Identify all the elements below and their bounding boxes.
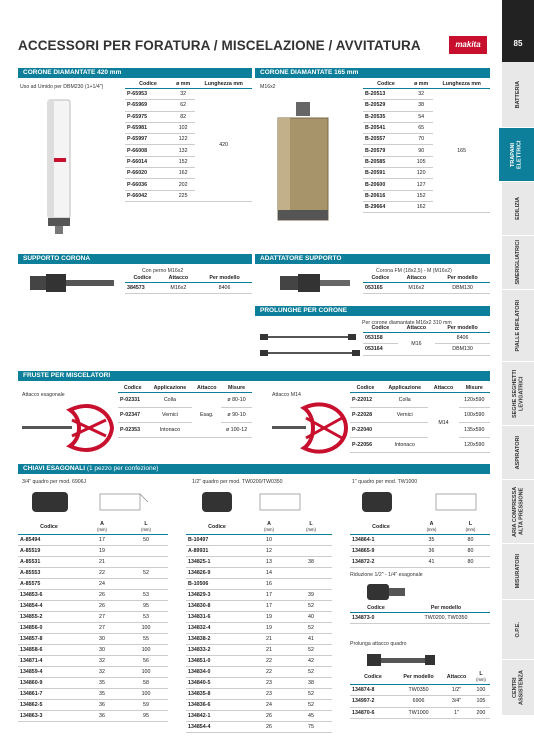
- sidebar-tab-5: SEGHE SEGHETTI LEVIGATRICI: [502, 362, 534, 426]
- core-bit-long-image: [38, 98, 82, 236]
- section-title-supporto: SUPPORTO CORONA: [18, 254, 252, 264]
- table-row: 134832-4 19 52: [186, 623, 332, 634]
- extension-bar-image: [365, 650, 465, 670]
- table-row: 134855-2 27 53: [18, 612, 168, 623]
- table-row: P-22012 Colla M14 120x590: [350, 393, 490, 408]
- table-row: 134833-2 21 52: [186, 645, 332, 656]
- table-row: P-66020 162: [125, 168, 252, 179]
- supporto-note: Con perno M16x2: [142, 268, 184, 274]
- table-row: B-10506 16: [186, 579, 332, 590]
- prolunga-table: Codice Per modello Attacco L (mm) 134874-8 TW0350 1/2" 100 134997-2 6906 3/4" 105 134870-6 TW1000 1" 200: [350, 670, 490, 719]
- table-row: P-65997 122: [125, 134, 252, 145]
- section-title-chiavi: CHIAVI ESAGONALI (1 pezzo per confezione): [18, 464, 490, 474]
- sidebar-tab-0: BATTERIA: [502, 62, 534, 128]
- fruste-note-right: Attacco M14: [272, 392, 301, 398]
- table-row: 134874-8 TW0350 1/2" 100: [350, 685, 490, 696]
- table-row: 134864-1 35 80: [350, 535, 490, 546]
- table-row: B-20616 152: [363, 190, 490, 201]
- sidebar-tab-8: MISURATORI: [502, 544, 534, 600]
- mixing-paddle-m14-image: [270, 400, 350, 456]
- table-row: A-85519 19: [18, 546, 168, 557]
- sidebar-tab-7: ARIA COMPRESSA ALTA PRESSIONE: [502, 480, 534, 544]
- sidebar-tab-9: O.P.E.: [502, 600, 534, 660]
- socket-1-image: [360, 488, 490, 518]
- chiavi-col3-note: 1" quadro per mod. TW1000: [352, 479, 418, 485]
- table-row: B-20557 70: [363, 134, 490, 145]
- table-row: 134826-9 14: [186, 568, 332, 579]
- makita-logo: makita: [449, 36, 487, 54]
- adapter-image: [278, 270, 354, 296]
- section-title-prolunghe: PROLUNGHE PER CORONE: [255, 306, 490, 316]
- corone-165-note: M16x2: [260, 84, 276, 90]
- reducer-image: [365, 580, 465, 604]
- section-title-corone-165: CORONE DIAMANTATE 165 mm: [255, 68, 490, 78]
- table-row: 134863-3 36 95: [18, 711, 168, 722]
- riduzione-note: Riduzione 1/2" - 1/4" esagonale: [350, 572, 423, 578]
- table-row: B-20591 120: [363, 168, 490, 179]
- extension-rods-image: [258, 326, 362, 366]
- table-row: 134865-9 36 80: [350, 546, 490, 557]
- table-row: 134870-6 TW1000 1" 200: [350, 707, 490, 718]
- table-row: 134825-1 13 38: [186, 557, 332, 568]
- table-row: 134997-2 6906 3/4" 105: [350, 696, 490, 707]
- table-row: P-65953 32 420: [125, 89, 252, 100]
- table-row: A-85553 22 52: [18, 568, 168, 579]
- table-row: B-20513 32 165: [363, 89, 490, 100]
- chiavi-col2-note: 1/2" quadro per mod. TW0200/TW0350: [192, 479, 283, 485]
- prolunghe-table: Codice Attacco Per modello 053158 M16 8406 053164 DBM130: [363, 324, 490, 356]
- table-row: B-20535 54: [363, 111, 490, 122]
- table-row: P-02331 Colla Esag. ø 80-10: [118, 393, 252, 408]
- supporto-table: Codice Attacco Per modello 384573 M16x2 8406: [125, 274, 252, 294]
- riduzione-table: Codice Per modello 134873-0 TW0200, TW0350: [350, 604, 490, 624]
- chiavi-col1-note: 3/4" quadro per mod. 6906J: [22, 479, 87, 485]
- table-row: A-85575 24: [18, 579, 168, 590]
- table-row: P-22040 135x590: [350, 423, 490, 438]
- adattatore-note: Corona FM (18x2,5) - M (M16x2): [376, 268, 452, 274]
- table-row: 134840-5 23 38: [186, 678, 332, 689]
- mixing-paddle-hex-image: [20, 400, 116, 456]
- table-row: 134838-2 21 41: [186, 634, 332, 645]
- fruste-note-left: Attacco esagonale: [22, 392, 65, 398]
- table-row: A-85494 17 50: [18, 535, 168, 546]
- table-row: 134862-5 36 59: [18, 700, 168, 711]
- table-row: 134842-1 26 45: [186, 711, 332, 722]
- table-row: 053164 DBM130: [363, 344, 490, 355]
- table-row: P-66008 132: [125, 145, 252, 156]
- section-title-corone-420: CORONE DIAMANTATE 420 mm: [18, 68, 252, 78]
- table-row: 134856-0 27 100: [18, 623, 168, 634]
- table-row: 134858-6 30 100: [18, 645, 168, 656]
- table-row: B-20579 90: [363, 145, 490, 156]
- corone-420-note: Uso ad Umido per DBM230 (1+1/4"): [20, 84, 104, 90]
- table-row: P-02353 Intonaco ø 100-12: [118, 423, 252, 438]
- table-row: 134851-0 22 42: [186, 656, 332, 667]
- chiavi-col1-table: Codice A (mm) L (mm) A-85494 17 50 A-85519 19 A-85531 21 A-85553 22 52 A-85575 24 134853-6 26 53 134854-4 26 95 134855-2 27 53 134856-0 27 100 134857-8 30 55 134858-6 30 100 134871-4 32 56 134859-4 32 100 134860-9 35 58 134861-7 35 100 134862-5 36 59 134863-3 36 95: [18, 520, 168, 722]
- table-row: 134831-6 19 40: [186, 612, 332, 623]
- table-row: 134872-2 41 80: [350, 557, 490, 568]
- table-row: 053165 M16x2 DBM130: [363, 283, 490, 294]
- table-row: B-20529 38: [363, 100, 490, 111]
- corone-420-table: Codice ø mm Lunghezza mm P-65953 32 420 P-65969 62 P-65975 82 P-65981 102 P-65997 122 P-66008 132 P-66014 152 P-66020 162 P-66036 202 P-66042 225: [125, 80, 252, 202]
- socket-34-image: [30, 488, 180, 518]
- table-row: 134834-0 22 52: [186, 667, 332, 678]
- adattatore-table: Codice Attacco Per modello 053165 M16x2 DBM130: [363, 274, 490, 294]
- table-row: 134860-9 35 58: [18, 678, 168, 689]
- sidebar-tab-3: SMERIGLIATRICI: [502, 236, 534, 290]
- table-row: B-10497 10: [186, 535, 332, 546]
- table-row: B-20585 105: [363, 156, 490, 167]
- section-title-adattatore: ADATTATORE SUPPORTO: [255, 254, 490, 264]
- table-row: P-66014 152: [125, 156, 252, 167]
- sidebar-tab-2: EDILIZIA: [502, 182, 534, 236]
- table-row: P-02347 Vernici ø 90-10: [118, 408, 252, 423]
- sidebar-tab-4: PIALLE RIFILATORI: [502, 290, 534, 362]
- table-row: P-22028 Vernici 100x590: [350, 408, 490, 423]
- table-row: 384573 M16x2 8406: [125, 283, 252, 294]
- table-row: P-65969 62: [125, 100, 252, 111]
- page-number: 85: [502, 0, 534, 62]
- table-row: P-65981 102: [125, 122, 252, 133]
- support-arbor-image: [28, 268, 118, 298]
- corone-165-table: Codice ø mm Lunghezza mm B-20513 32 165 B-20529 38 B-20535 54 B-20541 65 B-20557 70 B-20579 90 B-20585 105 B-20591 120 B-20600 127 B-20616 152 B-29664 162: [363, 80, 490, 213]
- table-row: 134830-8 17 52: [186, 601, 332, 612]
- sidebar-tab-1: TRAPANI ELETTRICI: [499, 128, 534, 182]
- page-header: [0, 0, 534, 60]
- category-sidebar: [502, 62, 534, 755]
- table-row: 134873-0 TW0200, TW0350: [350, 613, 490, 624]
- table-row: A-85531 21: [18, 557, 168, 568]
- prolunghe-note: Per corone diamantate M16x2 310 mm: [362, 320, 452, 326]
- table-row: 053158 M16 8406: [363, 333, 490, 344]
- table-row: 134859-4 32 100: [18, 667, 168, 678]
- table-row: P-22056 Intonaco 120x590: [350, 438, 490, 453]
- table-row: 134835-8 23 52: [186, 689, 332, 700]
- table-row: 134854-4 26 75: [186, 722, 332, 733]
- prolunga-note: Prolunga attacco quadro: [350, 641, 407, 647]
- table-row: B-29664 162: [363, 201, 490, 212]
- fruste-left-table: Codice Applicazione Attacco Misure P-02331 Colla Esag. ø 80-10 P-02347 Vernici ø 90-10 P-02353 Intonaco ø 100-12: [118, 384, 252, 438]
- page-title: ACCESSORI PER FORATURA / MISCELAZIONE / AVVITATURA: [18, 38, 421, 53]
- table-row: 134836-6 24 52: [186, 700, 332, 711]
- section-title-fruste: FRUSTE PER MISCELATORI: [18, 371, 490, 381]
- chiavi-col2-table: Codice A (mm) L (mm) B-10497 10 A-89931 12 134825-1 13 38 134826-9 14 B-10506 16 134829-3 17 39 134830-8 17 52 134831-6 19 40 134832-4 19 52 134838-2 21 41 134833-2 21 52 134851-0 22 42 134834-0 22 52 134840-5 23 38 134835-8 23 52 134836-6 24 52 134842-1 26 45 134854-4 26 75: [186, 520, 332, 733]
- table-row: P-66036 202: [125, 179, 252, 190]
- fruste-right-table: Codice Applicazione Attacco Misure P-22012 Colla M14 120x590 P-22028 Vernici 100x590 P-22040 135x590 P-22056 Intonaco 120x590: [350, 384, 490, 453]
- table-row: A-89931 12: [186, 546, 332, 557]
- table-row: B-20600 127: [363, 179, 490, 190]
- table-row: 134857-8 30 55: [18, 634, 168, 645]
- table-row: 134861-7 35 100: [18, 689, 168, 700]
- table-row: 134853-6 26 53: [18, 590, 168, 601]
- table-row: 134871-4 32 56: [18, 656, 168, 667]
- socket-12-image: [200, 488, 340, 518]
- table-row: 134829-3 17 39: [186, 590, 332, 601]
- table-row: B-20541 65: [363, 122, 490, 133]
- table-row: P-66042 225: [125, 190, 252, 201]
- sidebar-tab-6: ASPIRATORI: [502, 426, 534, 480]
- sidebar-tab-10: CENTRI ASSISTENZA: [502, 660, 534, 716]
- core-bit-short-image: [268, 100, 338, 230]
- table-row: 134854-4 26 95: [18, 601, 168, 612]
- table-row: P-65975 82: [125, 111, 252, 122]
- chiavi-col3-table: Codice A (mm) L (mm) 134864-1 35 80 134865-9 36 80 134872-2 41 80: [350, 520, 490, 568]
